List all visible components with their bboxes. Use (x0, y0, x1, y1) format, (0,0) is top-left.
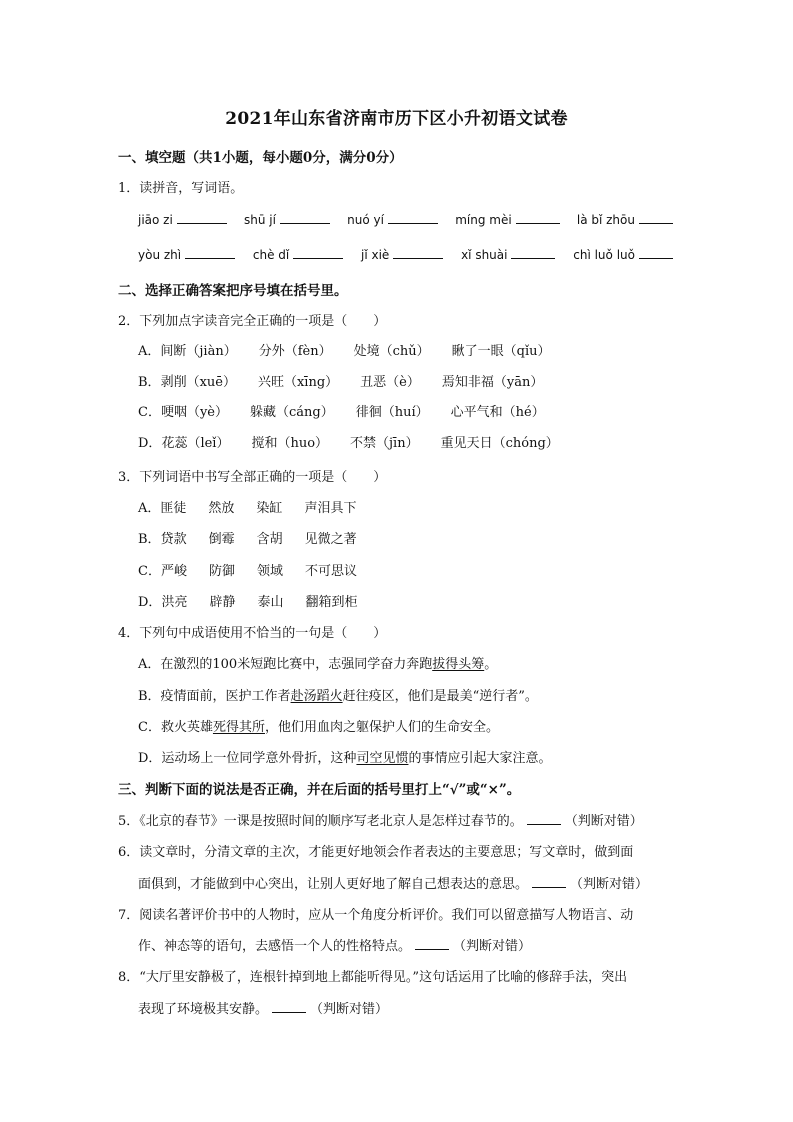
pinyin-item: chè dǐ (253, 246, 343, 262)
answer-blank[interactable] (511, 246, 555, 259)
q4-option-c[interactable]: C．救火英雄死得其所，他们用血肉之躯保护人们的生命安全。 (138, 720, 499, 735)
q3-option-d[interactable]: D．洪亮 辟静 泰山 翻箱到柜 (138, 595, 358, 610)
answer-blank[interactable] (527, 812, 561, 825)
pinyin-item: míng mèi (455, 211, 559, 227)
answer-blank[interactable] (293, 246, 343, 259)
q3-option-a[interactable]: A．匪徒 然放 染缸 声泪具下 (138, 501, 357, 516)
question-2: 2．下列加点字读音完全正确的一项是（ ） (118, 314, 387, 329)
q2-option-b[interactable]: B．剥削（xuē） 兴旺（xīng） 丑恶（è） 焉知非福（yān） (138, 375, 544, 390)
pinyin-item: jǐ xiè (361, 246, 443, 262)
q4-option-a[interactable]: A．在激烈的100米短跑比赛中，志强同学奋力奔跑拔得头筹。 (138, 657, 498, 672)
q2-option-d[interactable]: D．花蕊（leǐ） 搅和（huo） 不禁（jīn） 重见天日（chóng） (138, 436, 559, 451)
section-heading-choice: 二、选择正确答案把序号填在括号里。 (118, 283, 348, 299)
question-8-line-2: 表现了环境极其安静。 （判断对错） (138, 1002, 389, 1017)
pinyin-item: là bǐ zhōu (577, 211, 673, 227)
pinyin-row-2 (138, 246, 673, 262)
answer-blank[interactable] (388, 211, 438, 224)
question-8-line-1: 8．“大厅里安静极了，连根针掉到地上都能听得见。”这句话运用了比喻的修辞手法，突出 (118, 970, 628, 985)
question-6-line-1: 6．读文章时，分清文章的主次，才能更好地领会作者表达的主要意思；写文章时，做到面 (118, 845, 634, 860)
question-4: 4．下列句中成语使用不恰当的一句是（ ） (118, 626, 387, 641)
pinyin-item: jiāo zi (138, 211, 227, 227)
answer-blank[interactable] (516, 211, 560, 224)
question-3: 3．下列词语中书写全部正确的一项是（ ） (118, 470, 387, 485)
question-7-line-1: 7．阅读名著评价书中的人物时，应从一个角度分析评价。我们可以留意描写人物语言、动 (118, 908, 634, 923)
answer-blank[interactable] (639, 211, 673, 224)
question-6-line-2: 面俱到，才能做到中心突出，让别人更好地了解自己想表达的意思。 （判断对错） (138, 877, 649, 892)
pinyin-item: yòu zhì (138, 246, 235, 262)
q4-option-b[interactable]: B．疫情面前，医护工作者赴汤蹈火赶往疫区，他们是最美“逆行者”。 (138, 689, 538, 704)
idiom-underlined: 拔得头筹 (432, 657, 485, 672)
question-1: 1．读拼音，写词语。 (118, 181, 244, 196)
idiom-underlined: 死得其所 (212, 720, 265, 735)
exam-title: 2021年山东省济南市历下区小升初语文试卷 (225, 109, 568, 129)
idiom-underlined: 赴汤蹈火 (290, 689, 343, 704)
answer-blank[interactable] (185, 246, 235, 259)
question-5: 5．《北京的春节》一课是按照时间的顺序写老北京人是怎样过春节的。 （判断对错） (118, 814, 643, 829)
section-heading-judge: 三、判断下面的说法是否正确，并在后面的括号里打上“√”或“×”。 (118, 782, 521, 798)
q4-option-d[interactable]: D．运动场上一位同学意外骨折，这种司空见惯的事情应引起大家注意。 (138, 751, 552, 766)
answer-blank[interactable] (272, 1000, 306, 1013)
pinyin-item: nuó yí (347, 211, 438, 227)
q2-option-a[interactable]: A．间断（jiàn） 分外（fèn） 处境（chǔ） 瞅了一眼（qǐu） (138, 344, 551, 359)
answer-blank[interactable] (393, 246, 443, 259)
question-7-line-2: 作、神态等的语句，去感悟一个人的性格特点。 （判断对错） (138, 939, 532, 954)
answer-blank[interactable] (532, 875, 566, 888)
answer-blank[interactable] (177, 211, 227, 224)
answer-blank[interactable] (415, 937, 449, 950)
q3-option-c[interactable]: C．严峻 防御 领域 不可思议 (138, 564, 358, 579)
pinyin-item: shū jí (244, 211, 330, 227)
q3-option-b[interactable]: B．贷款 倒霉 含胡 见微之著 (138, 532, 357, 547)
answer-blank[interactable] (639, 246, 673, 259)
section-heading-fill-in: 一、填空题（共1小题，每小题0分，满分0分） (118, 150, 403, 166)
q2-option-c[interactable]: C．哽咽（yè） 躲藏（cáng） 徘徊（huí） 心平气和（hé） (138, 405, 545, 420)
pinyin-item: chì luǒ luǒ (573, 246, 673, 262)
answer-blank[interactable] (280, 211, 330, 224)
idiom-underlined: 司空见惯 (356, 751, 409, 766)
pinyin-row-1 (138, 211, 673, 227)
pinyin-item: xǐ shuài (461, 246, 555, 262)
